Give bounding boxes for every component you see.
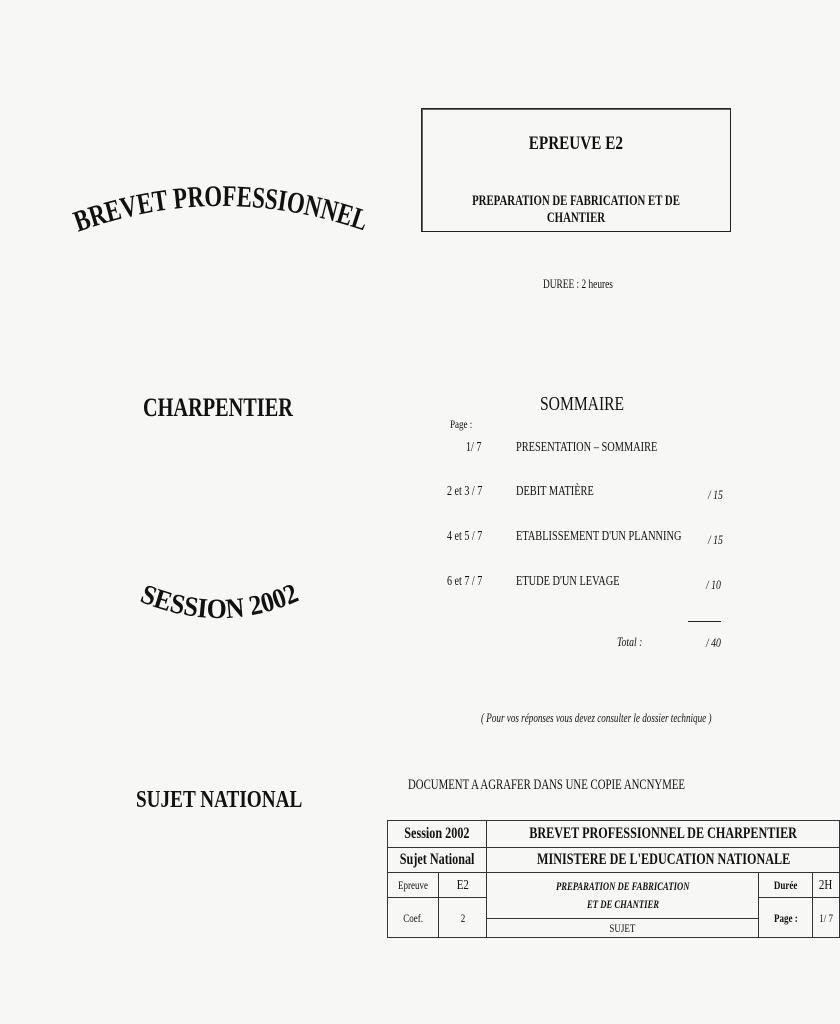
session-title-text: SESSION 2002 — [136, 577, 304, 626]
exam-title-text: BREVET PROFESSIONNEL — [70, 179, 377, 239]
duration: DUREE : 2 heures — [543, 276, 613, 291]
epreuve-subtitle: PREPARATION DE FABRICATION ET DE CHANTIER — [472, 193, 680, 226]
page-label-cell: Page : — [759, 898, 812, 938]
epreuve-value-cell: E2 — [439, 873, 487, 898]
sujet-cell: SUJET — [487, 919, 759, 938]
summary-row-score: / 15 — [708, 487, 723, 502]
page-value-cell: 1/ 7 — [812, 898, 840, 938]
summary-title: SOMMAIRE — [540, 393, 625, 415]
summary-page-label: Page : — [450, 417, 473, 431]
summary-row-pages: 4 et 5 / 7 — [447, 529, 483, 544]
epreuve-box — [421, 108, 731, 232]
subject-type: SUJET NATIONAL — [136, 787, 303, 813]
coef-label-cell: Coef. — [388, 898, 439, 938]
summary-row-pages: 1/ 7 — [466, 440, 482, 455]
staple-notice: DOCUMENT A AGRAFER DANS UNE COPIE ANCNYMEE — [408, 777, 686, 793]
total-label: Total : — [617, 634, 643, 649]
svg-text:SESSION 2002 — [137, 578, 303, 625]
duree-label-cell: Durée — [759, 873, 812, 898]
exam-info-table — [387, 820, 840, 938]
svg-text:BREVET PROFESSIONNEL — [70, 179, 377, 239]
duree-value-cell: 2H — [812, 873, 840, 898]
coef-value-cell: 2 — [439, 898, 487, 938]
trade-title: CHARPENTIER — [143, 393, 293, 422]
subject-cell: Sujet National — [388, 848, 487, 873]
epreuve-title-cell: PREPARATION DE FABRICATION ET DE CHANTIER — [487, 873, 759, 919]
total-score: / 40 — [706, 635, 721, 650]
session-title — [135, 575, 310, 635]
summary-row-title: ETUDE D'UN LEVAGE — [516, 574, 620, 589]
technical-note: ( Pour vos réponses vous devez consulter le dossier technique ) — [481, 710, 712, 725]
exam-title — [70, 170, 380, 250]
summary-row-title: DEBIT MATIÈRE — [516, 484, 594, 499]
summary-row-score: / 15 — [708, 532, 723, 547]
epreuve-title: EPREUVE E2 — [528, 133, 624, 154]
summary-row-pages: 2 et 3 / 7 — [447, 484, 483, 499]
session-cell: Session 2002 — [388, 821, 487, 848]
summary-row-title: ETABLISSEMENT D'UN PLANNING — [516, 529, 682, 544]
summary-row-score: / 10 — [706, 577, 721, 592]
summary-row-pages: 6 et 7 / 7 — [447, 574, 483, 589]
ministry-cell: MINISTERE DE L'EDUCATION NATIONALE — [487, 848, 840, 873]
summary-row-title: PRESENTATION – SOMMAIRE — [516, 440, 658, 455]
total-divider — [688, 621, 721, 622]
exam-name-cell: BREVET PROFESSIONNEL DE CHARPENTIER — [487, 821, 840, 848]
epreuve-label-cell: Epreuve — [388, 873, 439, 898]
